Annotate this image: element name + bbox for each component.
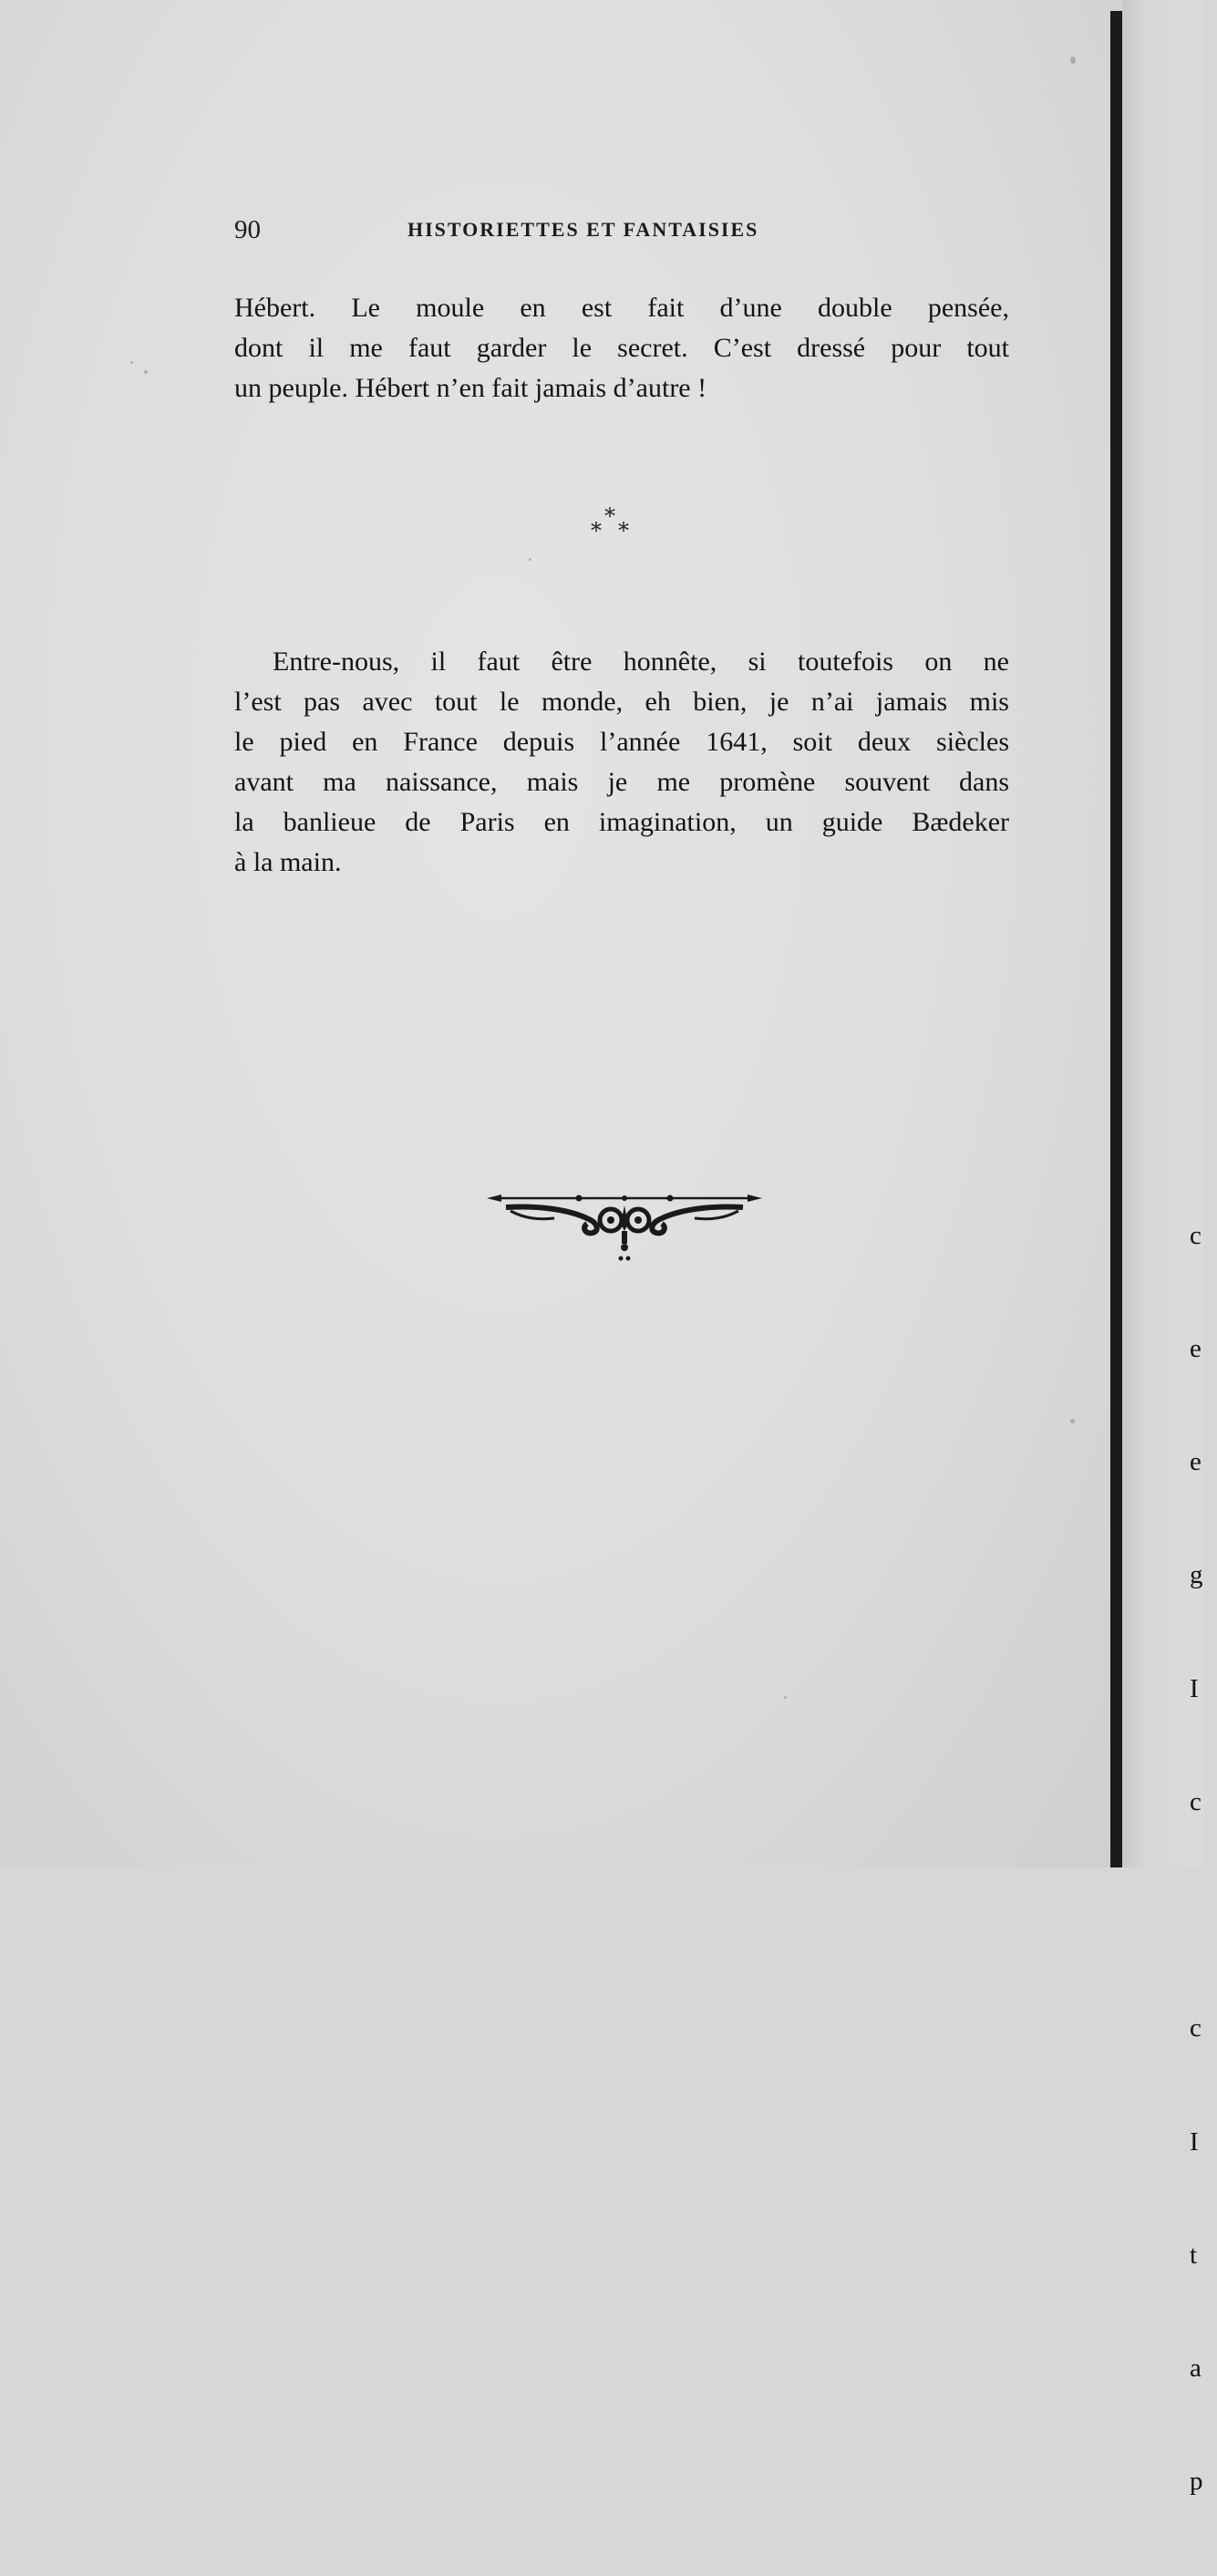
paper-speck xyxy=(1070,57,1076,64)
paper-speck xyxy=(784,1696,787,1699)
asterism-star: * xyxy=(591,518,602,543)
facing-letter: c xyxy=(1190,1786,1202,1816)
text-line: le pied en France depuis l’année 1641, soit deux siècles xyxy=(234,727,1009,757)
paper-speck xyxy=(1070,1419,1075,1423)
facing-letter: g xyxy=(1190,1560,1203,1590)
running-head-title: HISTORIETTES ET FANTAISIES xyxy=(407,218,759,241)
text-line: un peuple. Hébert n’en fait jamais d’autre ! xyxy=(234,373,707,403)
facing-letter: I xyxy=(1190,1673,1199,1703)
facing-letter: e xyxy=(1190,1447,1202,1477)
asterism-star: * xyxy=(604,503,615,529)
facing-letter: e xyxy=(1190,1334,1202,1364)
text-line: Entre-nous, il faut être honnête, si toutefois on ne xyxy=(273,647,1009,677)
paper-speck xyxy=(130,361,133,364)
facing-letter: t xyxy=(1190,2240,1198,2270)
asterism-separator xyxy=(591,503,645,549)
facing-letter: I xyxy=(1190,2126,1199,2157)
facing-letter: c xyxy=(1190,1220,1202,1250)
facing-page-letters xyxy=(1190,1142,1217,2576)
paragraph-continued xyxy=(234,288,1009,409)
text-line: Hébert. Le moule en est fait d’une double pensée, xyxy=(234,293,1009,323)
asterism-star: * xyxy=(618,518,629,543)
text-line: avant ma naissance, mais je me promène souvent dans xyxy=(234,767,1009,797)
facing-letter xyxy=(1190,1897,1217,1934)
text-line: à la main. xyxy=(234,847,342,877)
facing-letter: c xyxy=(1190,2013,1202,2043)
facing-letter: p xyxy=(1190,2467,1203,2497)
facing-letter: a xyxy=(1190,2354,1202,2383)
paper-speck xyxy=(529,558,531,561)
running-head xyxy=(234,212,836,248)
text-line: l’est pas avec tout le monde, eh bien, je n’ai jamais mis xyxy=(234,687,1009,717)
text-line: dont il me faut garder le secret. C’est dressé pour tout xyxy=(234,333,1009,363)
text-line: la banlieue de Paris en imagination, un guide Bædeker xyxy=(234,807,1009,837)
page-gutter xyxy=(1110,11,1122,1867)
tailpiece-ornament-icon xyxy=(483,1185,766,1267)
paragraph-entre-nous xyxy=(234,642,1009,883)
page-number: 90 xyxy=(234,215,261,244)
paper-speck xyxy=(144,370,148,374)
